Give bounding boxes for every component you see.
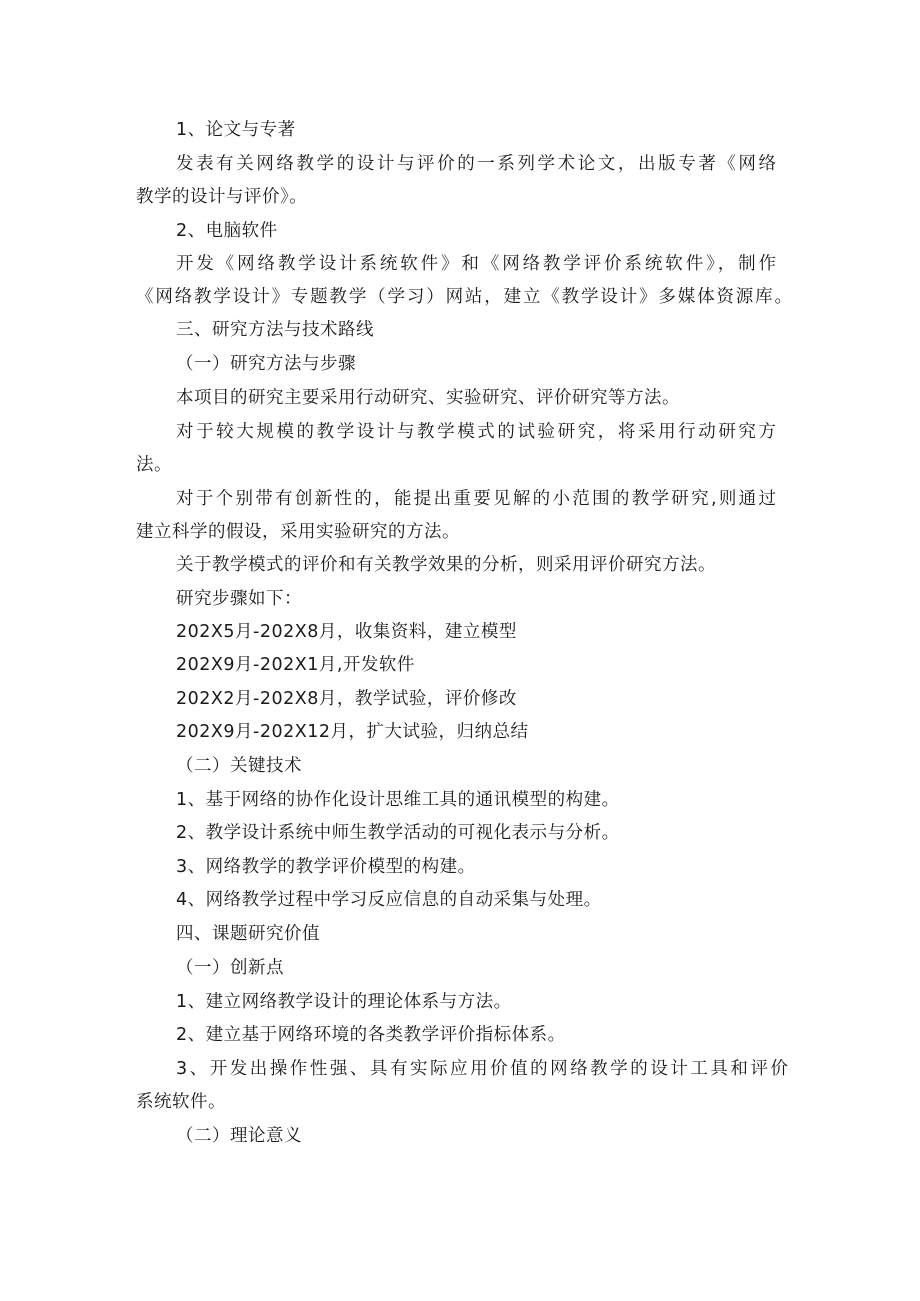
subsection-heading: （二）关键技术 bbox=[176, 756, 302, 776]
list-item: 3、开发出操作性强、具有实际应用价值的网络教学的设计工具和评价 bbox=[176, 1059, 788, 1079]
schedule-item: 202X2月-202X8月，教学试验，评价修改 bbox=[176, 689, 517, 709]
paragraph-line: 发表有关网络教学的设计与评价的一系列学术论文，出版专著《网络 bbox=[176, 154, 776, 174]
list-item: 2、建立基于网络环境的各类教学评价指标体系。 bbox=[176, 1025, 566, 1045]
paragraph-line: 教学的设计与评价》。 bbox=[136, 187, 308, 207]
paragraph-line: 对于个别带有创新性的，能提出重要见解的小范围的教学研究,则通过 bbox=[176, 489, 776, 509]
schedule-item: 202X9月-202X12月，扩大试验，归纳总结 bbox=[176, 722, 529, 742]
list-item: 1、基于网络的协作化设计思维工具的通讯模型的构建。 bbox=[176, 790, 620, 810]
paragraph-line: 《网络教学设计》专题教学（学习）网站，建立《教学设计》多媒体资源库。 bbox=[136, 287, 792, 307]
paragraph-line: 本项目的研究主要采用行动研究、实验研究、评价研究等方法。 bbox=[176, 388, 680, 408]
schedule-item: 202X9月-202X1月,开发软件 bbox=[176, 655, 415, 675]
section-heading: 四、课题研究价值 bbox=[176, 924, 320, 944]
list-item: 系统软件。 bbox=[136, 1092, 226, 1112]
list-item: 3、网络教学的教学评价模型的构建。 bbox=[176, 857, 476, 877]
list-item: 2、教学设计系统中师生教学活动的可视化表示与分析。 bbox=[176, 823, 620, 843]
subsection-heading: （一）研究方法与步骤 bbox=[176, 354, 356, 374]
section-heading: 三、研究方法与技术路线 bbox=[176, 320, 374, 340]
subheading-papers: 1、论文与专著 bbox=[176, 120, 296, 140]
list-item: 1、建立网络教学设计的理论体系与方法。 bbox=[176, 992, 512, 1012]
subsection-heading: （一）创新点 bbox=[176, 958, 284, 978]
paragraph-line: 对于较大规模的教学设计与教学模式的试验研究，将采用行动研究方 bbox=[176, 422, 776, 442]
paragraph-line: 法。 bbox=[136, 455, 172, 475]
paragraph-line: 关于教学模式的评价和有关教学效果的分析，则采用评价研究方法。 bbox=[176, 555, 716, 575]
list-item: 4、网络教学过程中学习反应信息的自动采集与处理。 bbox=[176, 890, 602, 910]
paragraph-line: 开发《网络教学设计系统软件》和《网络教学评价系统软件》，制作 bbox=[176, 254, 776, 274]
subheading-software: 2、电脑软件 bbox=[176, 221, 278, 241]
schedule-item: 202X5月-202X8月，收集资料，建立模型 bbox=[176, 622, 517, 642]
subsection-heading: （二）理论意义 bbox=[176, 1126, 302, 1146]
paragraph-line: 研究步骤如下： bbox=[176, 589, 302, 609]
paragraph-line: 建立科学的假设，采用实验研究的方法。 bbox=[136, 522, 460, 542]
